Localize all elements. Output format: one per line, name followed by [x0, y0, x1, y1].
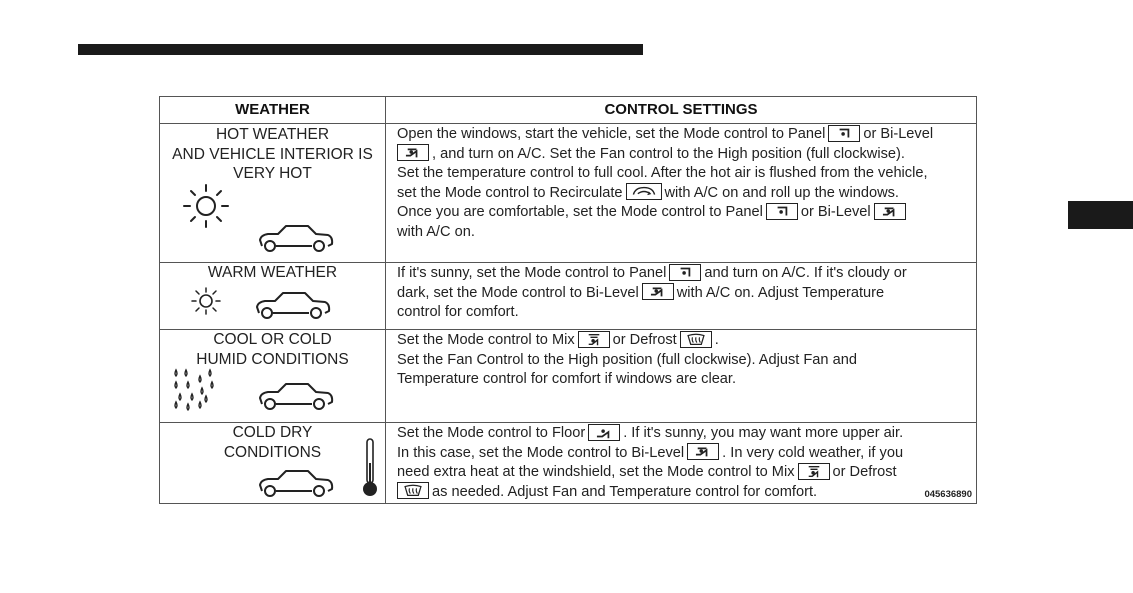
panel-mode-icon: [766, 203, 798, 220]
column-divider: [385, 97, 386, 503]
bi-level-mode-icon: [397, 144, 429, 161]
raindrops-icon: [172, 368, 222, 414]
mix-mode-icon: [578, 331, 610, 348]
defrost-mode-icon: [680, 331, 712, 348]
chapter-tab: [1068, 201, 1133, 229]
bi-level-mode-icon: [687, 443, 719, 460]
header-rule-bar: [78, 44, 643, 55]
weather-cell-cold-dry: [160, 423, 385, 503]
car-icon: [256, 380, 336, 410]
settings-cell-warm: If it's sunny, set the Mode control to Panel and turn on A/C. If it's cloudy or dark, set the Mode control to Bi-Level with A/C on. Adjust Temperature control for comfort.: [397, 265, 907, 320]
weather-cell-hot: [160, 124, 385, 262]
settings-cell-hot: Open the windows, start the vehicle, set the Mode control to Panel or Bi-Level , and turn on A/C. Set the Fan control to the High position (full clockwise). Set the temperature control to full cool. After the hot air is flushed from the vehicle, set the Mode control to Recirculate with A/C on and roll up the windows. Once you are comfortable, set the Mode control to Panel or Bi-Level with A/C on.: [397, 126, 934, 240]
mix-mode-icon: [798, 463, 830, 480]
weather-label: COOL OR COLD HUMID CONDITIONS: [196, 331, 349, 368]
floor-mode-icon: [588, 424, 620, 441]
sun-icon: [188, 285, 224, 317]
settings-cell-cool-humid: Set the Mode control to Mix or Defrost . Set the Fan Control to the High position (full clockwise). Adjust Fan and Temperature control for comfort if windows are clear.: [397, 332, 857, 387]
car-icon: [253, 289, 333, 319]
figure-id: 045636890: [924, 489, 972, 500]
weather-label: COLD DRY CONDITIONS: [223, 424, 322, 461]
weather-label: WARM WEATHER: [207, 264, 338, 281]
panel-mode-icon: [669, 264, 701, 281]
bi-level-mode-icon: [874, 203, 906, 220]
weather-cell-warm: [160, 263, 385, 329]
bi-level-mode-icon: [642, 283, 674, 300]
settings-cell-cold-dry: Set the Mode control to Floor . If it's sunny, you may want more upper air. In this case, set the Mode control to Bi-Level . In very cold weather, if you need extra heat at the windshield, set the Mode control to Mix or Defrost as needed. Adjust Fan and Temperature control for comfort.: [397, 425, 904, 500]
car-icon: [256, 222, 336, 252]
thermometer-icon: [360, 437, 380, 499]
climate-control-table: [159, 96, 977, 504]
panel-mode-icon: [828, 125, 860, 142]
defrost-mode-icon: [397, 482, 429, 499]
recirculate-mode-icon: [626, 183, 662, 200]
weather-cell-cool-humid: [160, 330, 385, 422]
car-icon: [256, 467, 336, 497]
sun-icon: [180, 182, 232, 230]
column-header-control-settings: CONTROL SETTINGS: [604, 101, 758, 118]
column-header-weather: WEATHER: [235, 101, 310, 118]
weather-label: HOT WEATHER AND VEHICLE INTERIOR IS VERY HOT: [172, 126, 373, 182]
